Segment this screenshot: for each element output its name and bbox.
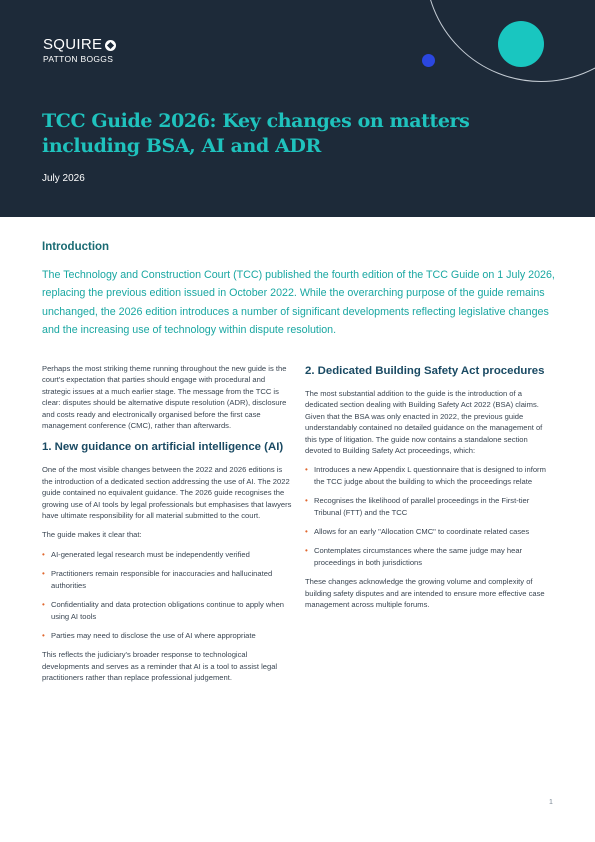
bullet-icon: • xyxy=(305,546,308,556)
bullet-list xyxy=(42,549,292,641)
section-heading-ai: 1. New guidance on artificial intelligence (AI) xyxy=(42,441,284,454)
list-item: • Recognises the likelihood of parallel proceedings in the First-tier Tribunal (FTT) and the TCC xyxy=(305,496,530,517)
paragraph: One of the most visible changes between the 2022 and 2026 editions is the introduction of a dedicated section addressing the use of AI. The 2022 guide contained no equivalent guidance. The 2026 guide recognises the growing use of AI tools by legal professionals but emphasises that lawyers have ultimate responsibility for all material submitted to the court. xyxy=(42,465,292,521)
page-number: 1 xyxy=(549,799,553,806)
bullet-icon: • xyxy=(42,600,45,610)
bullet-icon: • xyxy=(305,465,308,475)
intro-paragraph: The Technology and Construction Court (TCC) published the fourth edition of the TCC Guide on 1 July 2026, replacing the previous edition issued in October 2022. While the overarching purpose of the guide remains unchanged, the 2026 edition introduces a number of significant developments reflecting legislative changes and the increasing use of technology within dispute resolution. xyxy=(42,269,555,336)
list-item: • Parties may need to disclose the use of AI where appropriate xyxy=(42,630,256,640)
bullet-icon: • xyxy=(42,549,45,559)
logo-subline: PATTON BOGGS xyxy=(43,54,114,64)
list-item: • Contemplates circumstances where the same judge may hear proceedings in both jurisdictions xyxy=(305,546,523,567)
section-heading-bsa: 2. Dedicated Building Safety Act procedures xyxy=(305,365,545,377)
document-date: July 2026 xyxy=(42,173,85,184)
paragraph: The guide makes it clear that: xyxy=(42,530,142,540)
intro-heading: Introduction xyxy=(42,241,110,253)
paragraph: These changes acknowledge the growing volume and complexity of building safety disputes and are intended to ensure more effective case management across multiple forums. xyxy=(305,577,545,610)
list-item: • Introduces a new Appendix L questionnaire that is designed to inform the TCC judge about the building to which the proceedings relate xyxy=(305,465,546,486)
decorative-teal-circle xyxy=(498,21,544,67)
page-header xyxy=(0,0,595,217)
list-item: • Confidentiality and data protection obligations continue to apply when using AI tools xyxy=(42,600,285,621)
firm-logo xyxy=(43,37,116,64)
paragraph: Perhaps the most striking theme running throughout the new guide is the court's expectation that parties should engage with procedural and strategic issues at a much earlier stage. The message from the TCC is clear: disputes should be alternative dispute resolution (ADR), disclosure and costs ready and electronically organised before the first case management conference (CMC), rather than afterwards. xyxy=(42,364,287,431)
bullet-icon: • xyxy=(305,496,308,506)
list-item: • Practitioners remain responsible for inaccuracies and hallucinated authorities xyxy=(42,569,273,590)
logo-wordmark: SQUIRE xyxy=(43,36,103,53)
bullet-list xyxy=(305,464,555,568)
list-item: • AI-generated legal research must be independently verified xyxy=(42,549,250,559)
decorative-blue-dot xyxy=(422,54,435,67)
logo-mark-icon xyxy=(105,40,116,51)
bullet-icon: • xyxy=(305,527,308,537)
bullet-icon: • xyxy=(42,569,45,579)
paragraph: The most substantial addition to the guide is the introduction of a dedicated section dealing with Building Safety Act 2022 (BSA) claims. Given that the BSA was only enacted in 2022, the previous guide understandably contained no detailed guidance on the management of this type of litigation. The guide now contains a standalone section devoted to Building Safety Act proceedings, which: xyxy=(305,389,543,456)
document-title: TCC Guide 2026: Key changes on matters including BSA, AI and ADR xyxy=(42,110,470,157)
left-column xyxy=(42,363,292,692)
right-column xyxy=(305,363,555,619)
paragraph: This reflects the judiciary's broader response to technological developments and serves as a reminder that AI is a tool to assist legal practitioners rather than replace professional judgement. xyxy=(42,650,278,683)
bullet-icon: • xyxy=(42,630,45,640)
list-item: • Allows for an early "Allocation CMC" to coordinate related cases xyxy=(305,527,530,537)
